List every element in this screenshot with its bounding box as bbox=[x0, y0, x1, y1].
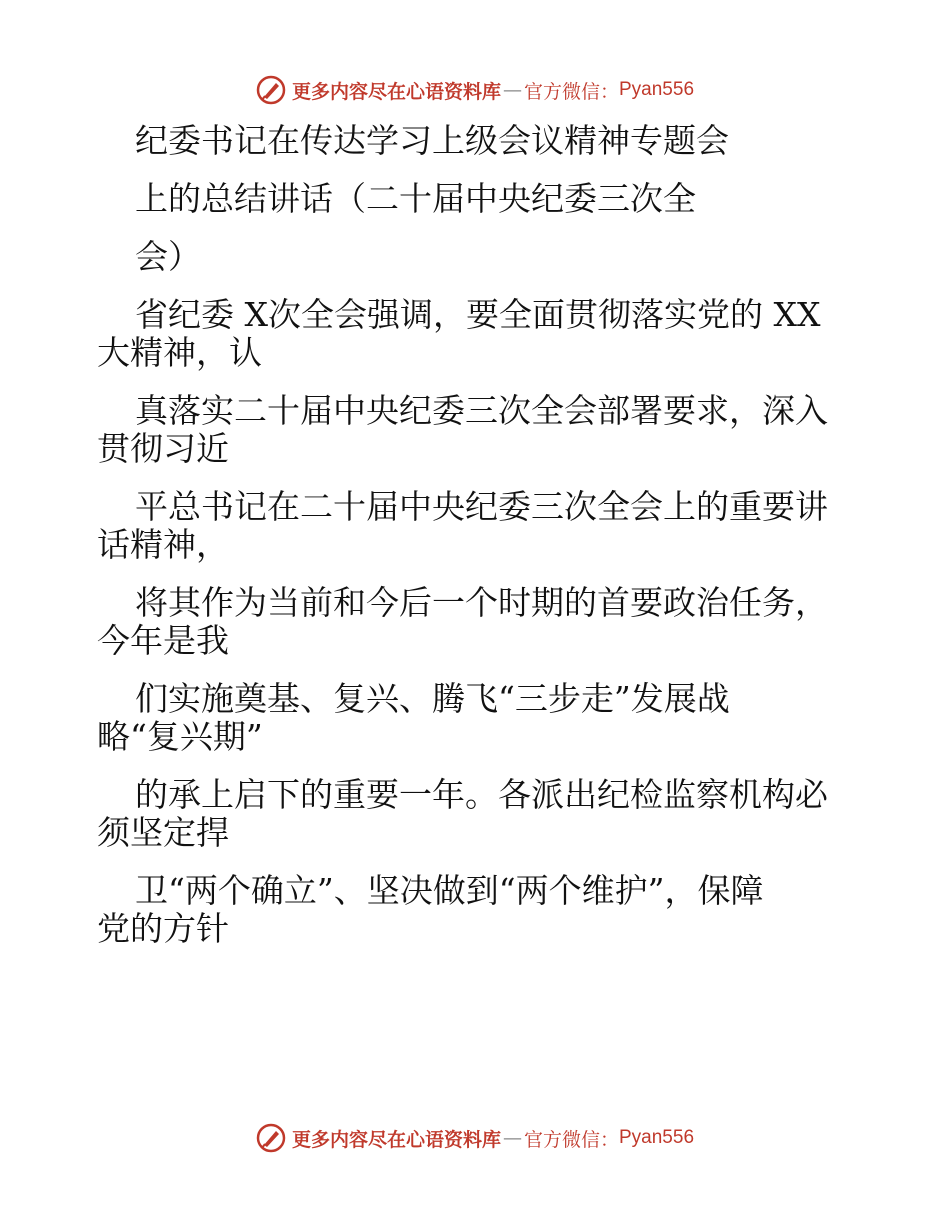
quill-pen-seal-icon bbox=[256, 1123, 286, 1153]
paragraph-line: 大精神，认 bbox=[97, 333, 262, 372]
header-banner bbox=[0, 72, 950, 108]
paragraph-line: 卫“两个确立”、坚决做到“两个维护”，保障 bbox=[135, 871, 764, 910]
paragraph-line: 党的方针 bbox=[97, 909, 229, 948]
paragraph-line: 须坚定捍 bbox=[97, 813, 229, 852]
paragraph-line: 真落实二十届中央纪委三次全会部署要求，深入 bbox=[135, 391, 828, 430]
banner-dash: — bbox=[502, 79, 522, 101]
paragraph-line: 贯彻习近 bbox=[97, 429, 229, 468]
footer-banner bbox=[0, 1120, 950, 1156]
banner-wechat-label: 官方微信： bbox=[523, 1128, 619, 1151]
document-body bbox=[97, 122, 857, 948]
paragraph-line: 将其作为当前和今后一个时期的首要政治任务， bbox=[135, 583, 828, 622]
paragraph-line: 略“复兴期” bbox=[97, 717, 263, 756]
banner-wechat-id: Pyan556 bbox=[619, 79, 695, 100]
quill-pen-seal-icon bbox=[256, 75, 286, 105]
title-line-3: 会） bbox=[135, 237, 201, 276]
title-line-2: 上的总结讲话（二十届中央纪委三次全 bbox=[135, 179, 696, 218]
banner-wechat-label: 官方微信： bbox=[523, 80, 619, 103]
banner-wechat-id: Pyan556 bbox=[619, 1127, 695, 1148]
paragraph-line: 平总书记在二十届中央纪委三次全会上的重要讲 bbox=[135, 487, 828, 526]
banner-text: 更多内容尽在心语资料库 bbox=[291, 80, 501, 103]
banner-text: 更多内容尽在心语资料库 bbox=[291, 1128, 501, 1151]
paragraph-line: 省纪委 X次全会强调，要全面贯彻落实党的 XX bbox=[135, 295, 821, 334]
title-line-1: 纪委书记在传达学习上级会议精神专题会 bbox=[135, 121, 729, 160]
paragraph-line: 今年是我 bbox=[97, 621, 229, 660]
paragraph-line: 的承上启下的重要一年。各派出纪检监察机构必 bbox=[135, 775, 828, 814]
banner-dash: — bbox=[502, 1127, 522, 1149]
paragraph-line: 们实施奠基、复兴、腾飞“三步走”发展战 bbox=[135, 679, 730, 718]
paragraph-line: 话精神， bbox=[97, 525, 229, 564]
